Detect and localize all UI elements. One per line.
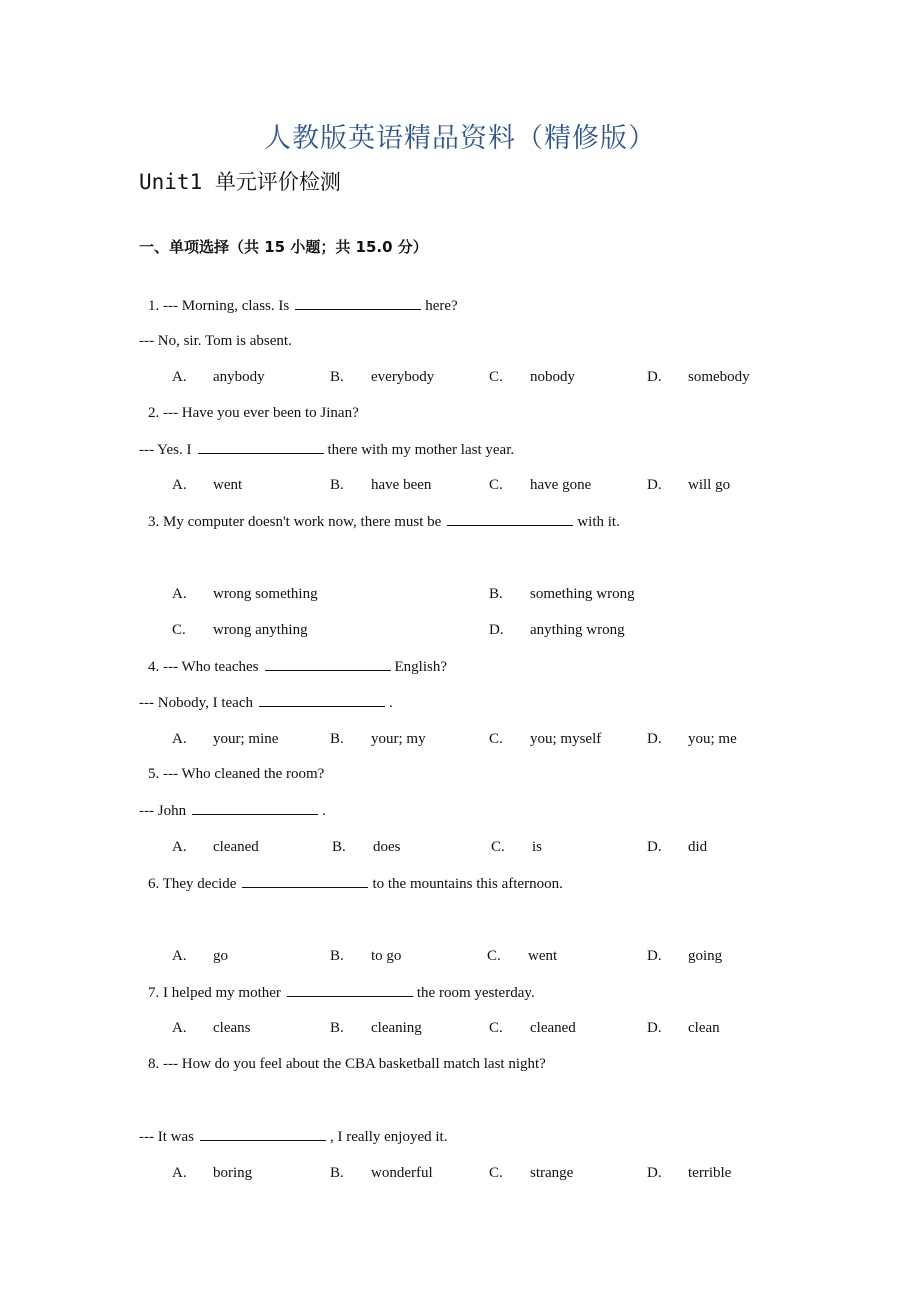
option-letter: D. bbox=[647, 731, 662, 747]
question-text: --- John bbox=[139, 803, 187, 819]
option-a bbox=[172, 948, 228, 965]
option-a bbox=[172, 839, 259, 856]
option-letter: A. bbox=[172, 731, 187, 747]
unit-title: Unit1 单元评价检测 bbox=[139, 170, 341, 194]
question-line bbox=[148, 658, 447, 676]
option-letter: B. bbox=[330, 731, 344, 747]
question-text: --- Nobody, I teach bbox=[139, 695, 253, 711]
option-text: anything wrong bbox=[530, 622, 625, 638]
option-text: you; me bbox=[688, 731, 737, 747]
question-text: --- Yes. I bbox=[139, 442, 192, 458]
option-letter: C. bbox=[172, 622, 186, 638]
option-letter: C. bbox=[489, 369, 503, 385]
option-letter: B. bbox=[332, 839, 346, 855]
option-c bbox=[489, 1020, 576, 1037]
option-text: go bbox=[213, 948, 228, 964]
option-d bbox=[647, 369, 750, 386]
question-text-after-blank: to the mountains this afternoon. bbox=[372, 876, 563, 892]
question-line bbox=[139, 1128, 447, 1146]
question-text: 4. --- Who teaches bbox=[148, 659, 259, 675]
option-letter: A. bbox=[172, 948, 187, 964]
option-c bbox=[489, 369, 575, 386]
option-letter: D. bbox=[647, 369, 662, 385]
question-text: 2. --- Have you ever been to Jinan? bbox=[148, 405, 359, 421]
option-text: went bbox=[528, 948, 558, 964]
option-d bbox=[647, 1020, 720, 1037]
option-d bbox=[647, 1165, 731, 1182]
option-text: wonderful bbox=[371, 1165, 433, 1181]
option-text: to go bbox=[371, 948, 402, 964]
question-text-after-blank: . bbox=[388, 695, 393, 711]
option-b bbox=[332, 839, 401, 856]
option-a bbox=[172, 1165, 252, 1182]
answer-blank bbox=[265, 658, 391, 671]
question-text-after-blank: English? bbox=[394, 659, 448, 675]
question-text: 6. They decide bbox=[148, 876, 237, 892]
option-c bbox=[491, 839, 542, 856]
question-line bbox=[148, 405, 359, 422]
question-line bbox=[148, 513, 620, 531]
option-d bbox=[647, 839, 707, 856]
option-text: went bbox=[213, 477, 243, 493]
question-line bbox=[139, 694, 393, 712]
option-letter: A. bbox=[172, 1020, 187, 1036]
option-text: cleaning bbox=[371, 1020, 422, 1036]
option-d bbox=[647, 477, 730, 494]
option-text: wrong anything bbox=[213, 622, 308, 638]
option-letter: B. bbox=[330, 477, 344, 493]
question-line bbox=[139, 441, 514, 459]
option-a bbox=[172, 1020, 250, 1037]
option-letter: C. bbox=[489, 1020, 503, 1036]
option-letter: B. bbox=[330, 948, 344, 964]
question-text-after-blank: , I really enjoyed it. bbox=[329, 1129, 448, 1145]
option-text: wrong something bbox=[213, 586, 318, 602]
option-letter: A. bbox=[172, 586, 187, 602]
question-text: 1. --- Morning, class. Is bbox=[148, 298, 290, 314]
question-line bbox=[148, 1056, 546, 1073]
question-text-after-blank: with it. bbox=[577, 514, 620, 530]
option-c bbox=[172, 622, 308, 639]
question-text: 7. I helped my mother bbox=[148, 985, 281, 1001]
option-text: somebody bbox=[688, 369, 750, 385]
option-text: your; my bbox=[371, 731, 426, 747]
option-letter: C. bbox=[489, 731, 503, 747]
main-title: 人教版英语精品资料（精修版） bbox=[264, 123, 656, 154]
answer-blank bbox=[295, 297, 421, 310]
option-letter: D. bbox=[647, 948, 662, 964]
option-a bbox=[172, 586, 318, 603]
question-line bbox=[148, 984, 535, 1002]
question-text: --- It was bbox=[139, 1129, 194, 1145]
option-text: something wrong bbox=[530, 586, 635, 602]
option-text: strange bbox=[530, 1165, 574, 1181]
question-line bbox=[148, 875, 563, 893]
option-c bbox=[489, 1165, 573, 1182]
option-letter: B. bbox=[489, 586, 503, 602]
question-text: --- No, sir. Tom is absent. bbox=[139, 333, 292, 349]
option-text: everybody bbox=[371, 369, 435, 385]
option-text: cleaned bbox=[213, 839, 259, 855]
option-letter: D. bbox=[647, 1020, 662, 1036]
question-text-after-blank: the room yesterday. bbox=[416, 985, 535, 1001]
option-d bbox=[489, 622, 625, 639]
option-b bbox=[489, 586, 635, 603]
answer-blank bbox=[198, 441, 324, 454]
question-text-after-blank: here? bbox=[425, 298, 458, 314]
option-b bbox=[330, 477, 431, 494]
option-text: anybody bbox=[213, 369, 265, 385]
option-letter: B. bbox=[330, 1020, 344, 1036]
option-text: cleaned bbox=[530, 1020, 576, 1036]
option-text: going bbox=[688, 948, 723, 964]
option-c bbox=[487, 948, 557, 965]
option-letter: C. bbox=[489, 1165, 503, 1181]
option-letter: D. bbox=[647, 1165, 662, 1181]
option-letter: A. bbox=[172, 477, 187, 493]
question-line bbox=[148, 297, 458, 315]
answer-blank bbox=[242, 875, 368, 888]
option-text: boring bbox=[213, 1165, 253, 1181]
option-letter: D. bbox=[647, 477, 662, 493]
option-text: terrible bbox=[688, 1165, 732, 1181]
question-text: 5. --- Who cleaned the room? bbox=[148, 766, 325, 782]
option-text: nobody bbox=[530, 369, 575, 385]
option-text: will go bbox=[688, 477, 731, 493]
option-b bbox=[330, 1020, 422, 1037]
option-letter: D. bbox=[647, 839, 662, 855]
option-text: did bbox=[688, 839, 708, 855]
option-text: your; mine bbox=[213, 731, 279, 747]
option-c bbox=[489, 731, 601, 748]
option-text: is bbox=[532, 839, 543, 855]
answer-blank bbox=[200, 1128, 326, 1141]
option-b bbox=[330, 731, 426, 748]
option-text: cleans bbox=[213, 1020, 251, 1036]
section-heading: 一、单项选择（共 15 小题；共 15.0 分） bbox=[139, 238, 428, 256]
answer-blank bbox=[447, 513, 573, 526]
option-letter: C. bbox=[487, 948, 501, 964]
question-line bbox=[148, 766, 324, 783]
answer-blank bbox=[192, 802, 318, 815]
question-line bbox=[139, 802, 326, 820]
question-text: 3. My computer doesn't work now, there must be bbox=[148, 514, 442, 530]
option-text: clean bbox=[688, 1020, 720, 1036]
option-d bbox=[647, 731, 737, 748]
option-letter: A. bbox=[172, 369, 187, 385]
question-line bbox=[139, 333, 292, 350]
option-letter: B. bbox=[330, 1165, 344, 1181]
answer-blank bbox=[287, 984, 413, 997]
option-text: you; myself bbox=[530, 731, 602, 747]
question-text-after-blank: there with my mother last year. bbox=[327, 442, 515, 458]
option-letter: A. bbox=[172, 839, 187, 855]
answer-blank bbox=[259, 694, 385, 707]
option-a bbox=[172, 369, 265, 386]
option-a bbox=[172, 731, 278, 748]
option-c bbox=[489, 477, 591, 494]
question-text-after-blank: . bbox=[322, 803, 326, 819]
option-letter: C. bbox=[489, 477, 503, 493]
option-letter: A. bbox=[172, 1165, 187, 1181]
option-a bbox=[172, 477, 242, 494]
option-d bbox=[647, 948, 722, 965]
option-b bbox=[330, 948, 401, 965]
question-text: 8. --- How do you feel about the CBA basketball match last night? bbox=[148, 1056, 546, 1072]
option-text: does bbox=[373, 839, 401, 855]
option-letter: B. bbox=[330, 369, 344, 385]
option-b bbox=[330, 369, 434, 386]
option-text: have gone bbox=[530, 477, 592, 493]
option-letter: D. bbox=[489, 622, 504, 638]
option-b bbox=[330, 1165, 433, 1182]
option-letter: C. bbox=[491, 839, 505, 855]
option-text: have been bbox=[371, 477, 432, 493]
